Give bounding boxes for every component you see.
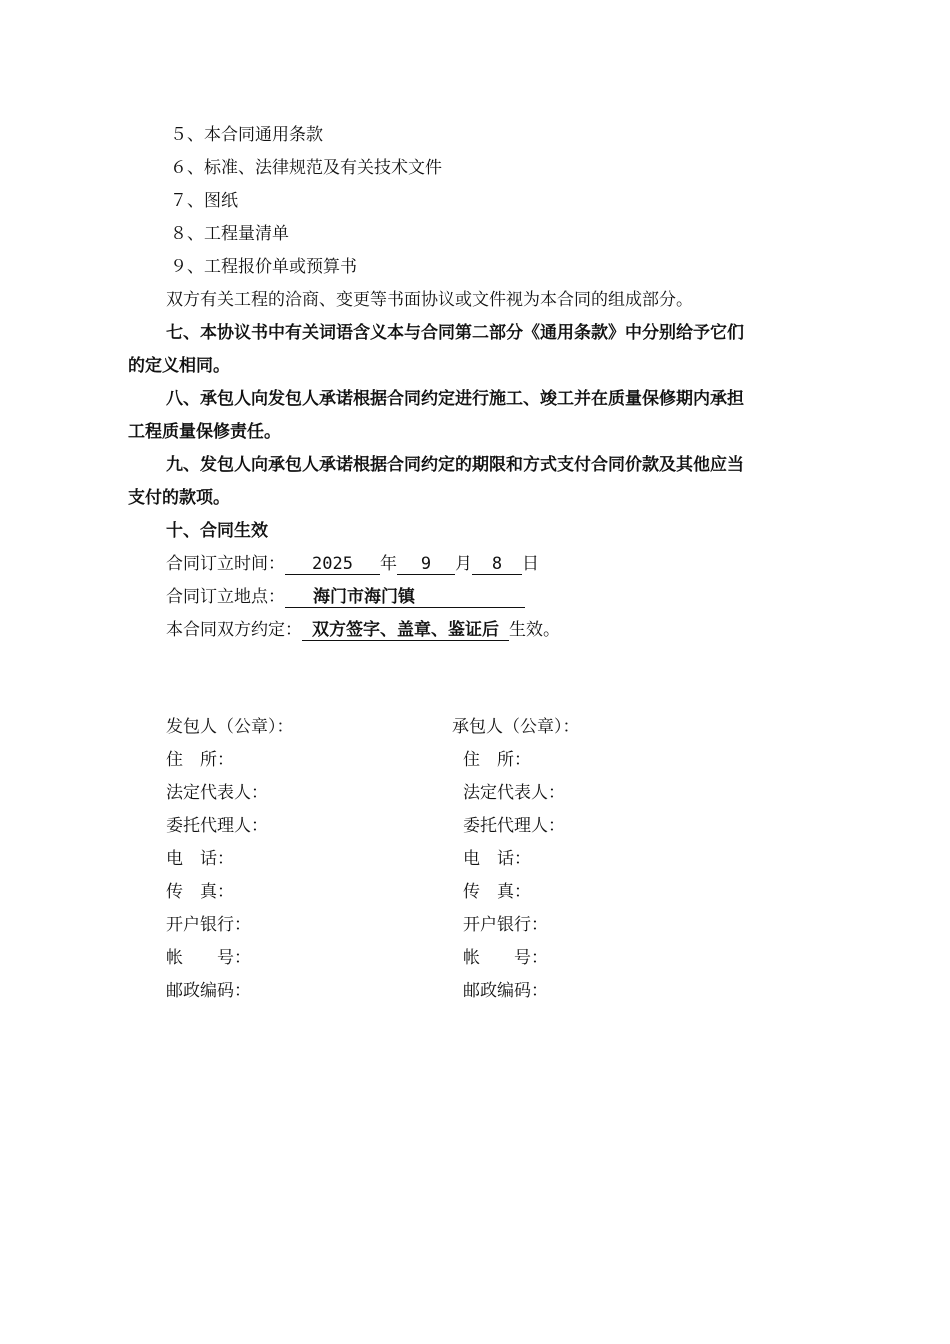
clause-9-line-2: 支付的款项。 bbox=[128, 488, 230, 508]
contractor-legal-rep-label: 法定代表人： bbox=[463, 783, 565, 803]
day-unit: 日 bbox=[522, 554, 539, 574]
sign-time-row bbox=[166, 553, 539, 575]
sign-place-row bbox=[166, 586, 525, 608]
contractor-fax-label: 传 真： bbox=[463, 882, 531, 902]
effect-row bbox=[166, 619, 560, 641]
contractor-postcode-label: 邮政编码： bbox=[463, 981, 548, 1001]
clause-8-line-1: 八、承包人向发包人承诺根据合同约定进行施工、竣工并在质量保修期内承担 bbox=[166, 389, 744, 409]
contractor-address-label: 住 所： bbox=[463, 750, 531, 770]
list-item: ６、标准、法律规范及有关技术文件 bbox=[170, 158, 442, 178]
contractor-phone-label: 电 话： bbox=[463, 849, 531, 869]
clause-7-line-2: 的定义相同。 bbox=[128, 356, 230, 376]
list-item: ７、图纸 bbox=[170, 191, 238, 211]
employer-legal-rep-label: 法定代表人： bbox=[166, 783, 268, 803]
effect-suffix: 生效。 bbox=[509, 620, 560, 640]
sign-year: 2025 bbox=[285, 554, 380, 575]
employer-title: 发包人（公章）： bbox=[166, 717, 294, 737]
employer-phone-label: 电 话： bbox=[166, 849, 234, 869]
employer-address-label: 住 所： bbox=[166, 750, 234, 770]
list-item: ８、工程量清单 bbox=[170, 224, 289, 244]
employer-bank-label: 开户银行： bbox=[166, 915, 251, 935]
year-unit: 年 bbox=[380, 554, 397, 574]
sign-month: 9 bbox=[397, 554, 455, 575]
month-unit: 月 bbox=[455, 554, 472, 574]
employer-agent-label: 委托代理人： bbox=[166, 816, 268, 836]
clause-10-heading: 十、合同生效 bbox=[166, 521, 268, 541]
effect-label: 本合同双方约定： bbox=[166, 620, 302, 640]
effect-condition: 双方签字、盖章、鉴证后 bbox=[302, 620, 509, 641]
employer-account-label: 帐 号： bbox=[166, 948, 251, 968]
list-item: ５、本合同通用条款 bbox=[170, 125, 323, 145]
list-item: ９、工程报价单或预算书 bbox=[170, 257, 357, 277]
clause-7-line-1: 七、本协议书中有关词语含义本与合同第二部分《通用条款》中分别给予它们 bbox=[166, 323, 744, 343]
sign-place-label: 合同订立地点： bbox=[166, 587, 285, 607]
sign-place: 海门市海门镇 bbox=[285, 587, 525, 608]
contractor-title: 承包人（公章）： bbox=[452, 717, 580, 737]
contractor-agent-label: 委托代理人： bbox=[463, 816, 565, 836]
sign-time-label: 合同订立时间： bbox=[166, 554, 285, 574]
clause-8-line-2: 工程质量保修责任。 bbox=[128, 422, 281, 442]
sign-day: 8 bbox=[472, 554, 522, 575]
supplement-note: 双方有关工程的洽商、变更等书面协议或文件视为本合同的组成部分。 bbox=[166, 290, 693, 310]
contractor-bank-label: 开户银行： bbox=[463, 915, 548, 935]
clause-9-line-1: 九、发包人向承包人承诺根据合同约定的期限和方式支付合同价款及其他应当 bbox=[166, 455, 744, 475]
contractor-account-label: 帐 号： bbox=[463, 948, 548, 968]
employer-fax-label: 传 真： bbox=[166, 882, 234, 902]
employer-postcode-label: 邮政编码： bbox=[166, 981, 251, 1001]
